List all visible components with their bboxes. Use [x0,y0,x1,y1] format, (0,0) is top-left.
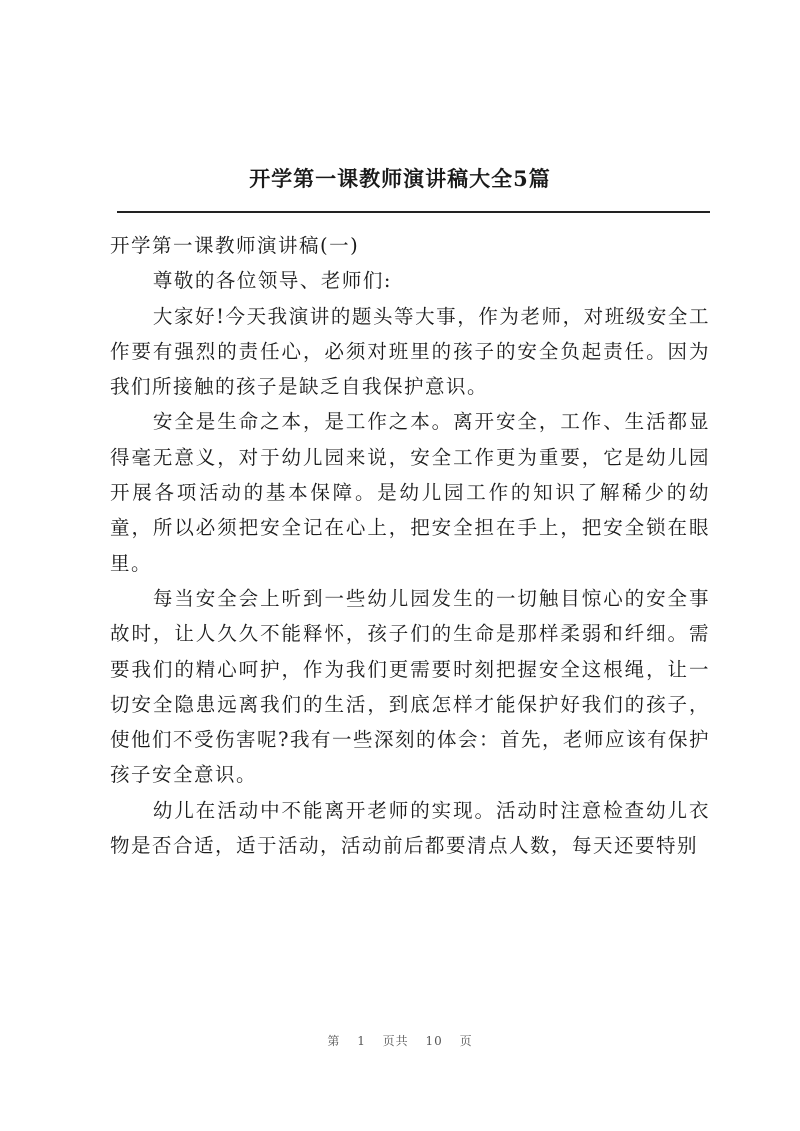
section-heading: 开学第一课教师演讲稿(一) [110,234,360,257]
paragraph-salutation: 尊敬的各位领导、老师们: [152,269,392,293]
paragraph-3: 每当安全会上听到一些幼儿园发生的一切触目惊心的安全事故时，让人久久不能释怀，孩子们的生命是那样柔弱和纤细。需要我们的精心呵护，作为我们更需要时刻把握安全这根绳，让一切安全隐患远离我们的生活，到底怎样才能保护好我们的孩子，使他们不受伤害呢?我有一些深刻的体会：首先，老师应该有保护孩子安全意识。 [110,586,710,787]
page-footer [0,1032,800,1049]
footer-page-mid: 页共 [382,1034,409,1048]
page-title: 开学第一课教师演讲稿大全5篇 [249,166,551,191]
footer-page-number: 1 [357,1034,366,1048]
title-divider [117,211,710,213]
paragraph-1: 大家好!今天我演讲的题头等大事，作为老师，对班级安全工作要有强烈的责任心，必须对班里的孩子的安全负起责任。因为我们所接触的孩子是缺乏自我保护意识。 [110,304,710,399]
paragraph-4: 幼儿在活动中不能离开老师的实现。活动时注意检查幼儿衣物是否合适，适于活动，活动前后都要清点人数，每天还要特别 [110,798,710,858]
footer-page-total: 10 [425,1034,443,1048]
document-body [110,228,710,863]
footer-page-prefix: 第 [327,1034,341,1048]
footer-page-suffix: 页 [459,1034,473,1048]
paragraph-2: 安全是生命之本，是工作之本。离开安全，工作、生活都显得毫无意义，对于幼儿园来说，安全工作更为重要，它是幼儿园开展各项活动的基本保障。是幼儿园工作的知识了解稀少的幼童，所以必须把安全记在心上，把安全担在手上，把安全锁在眼里。 [110,410,710,575]
